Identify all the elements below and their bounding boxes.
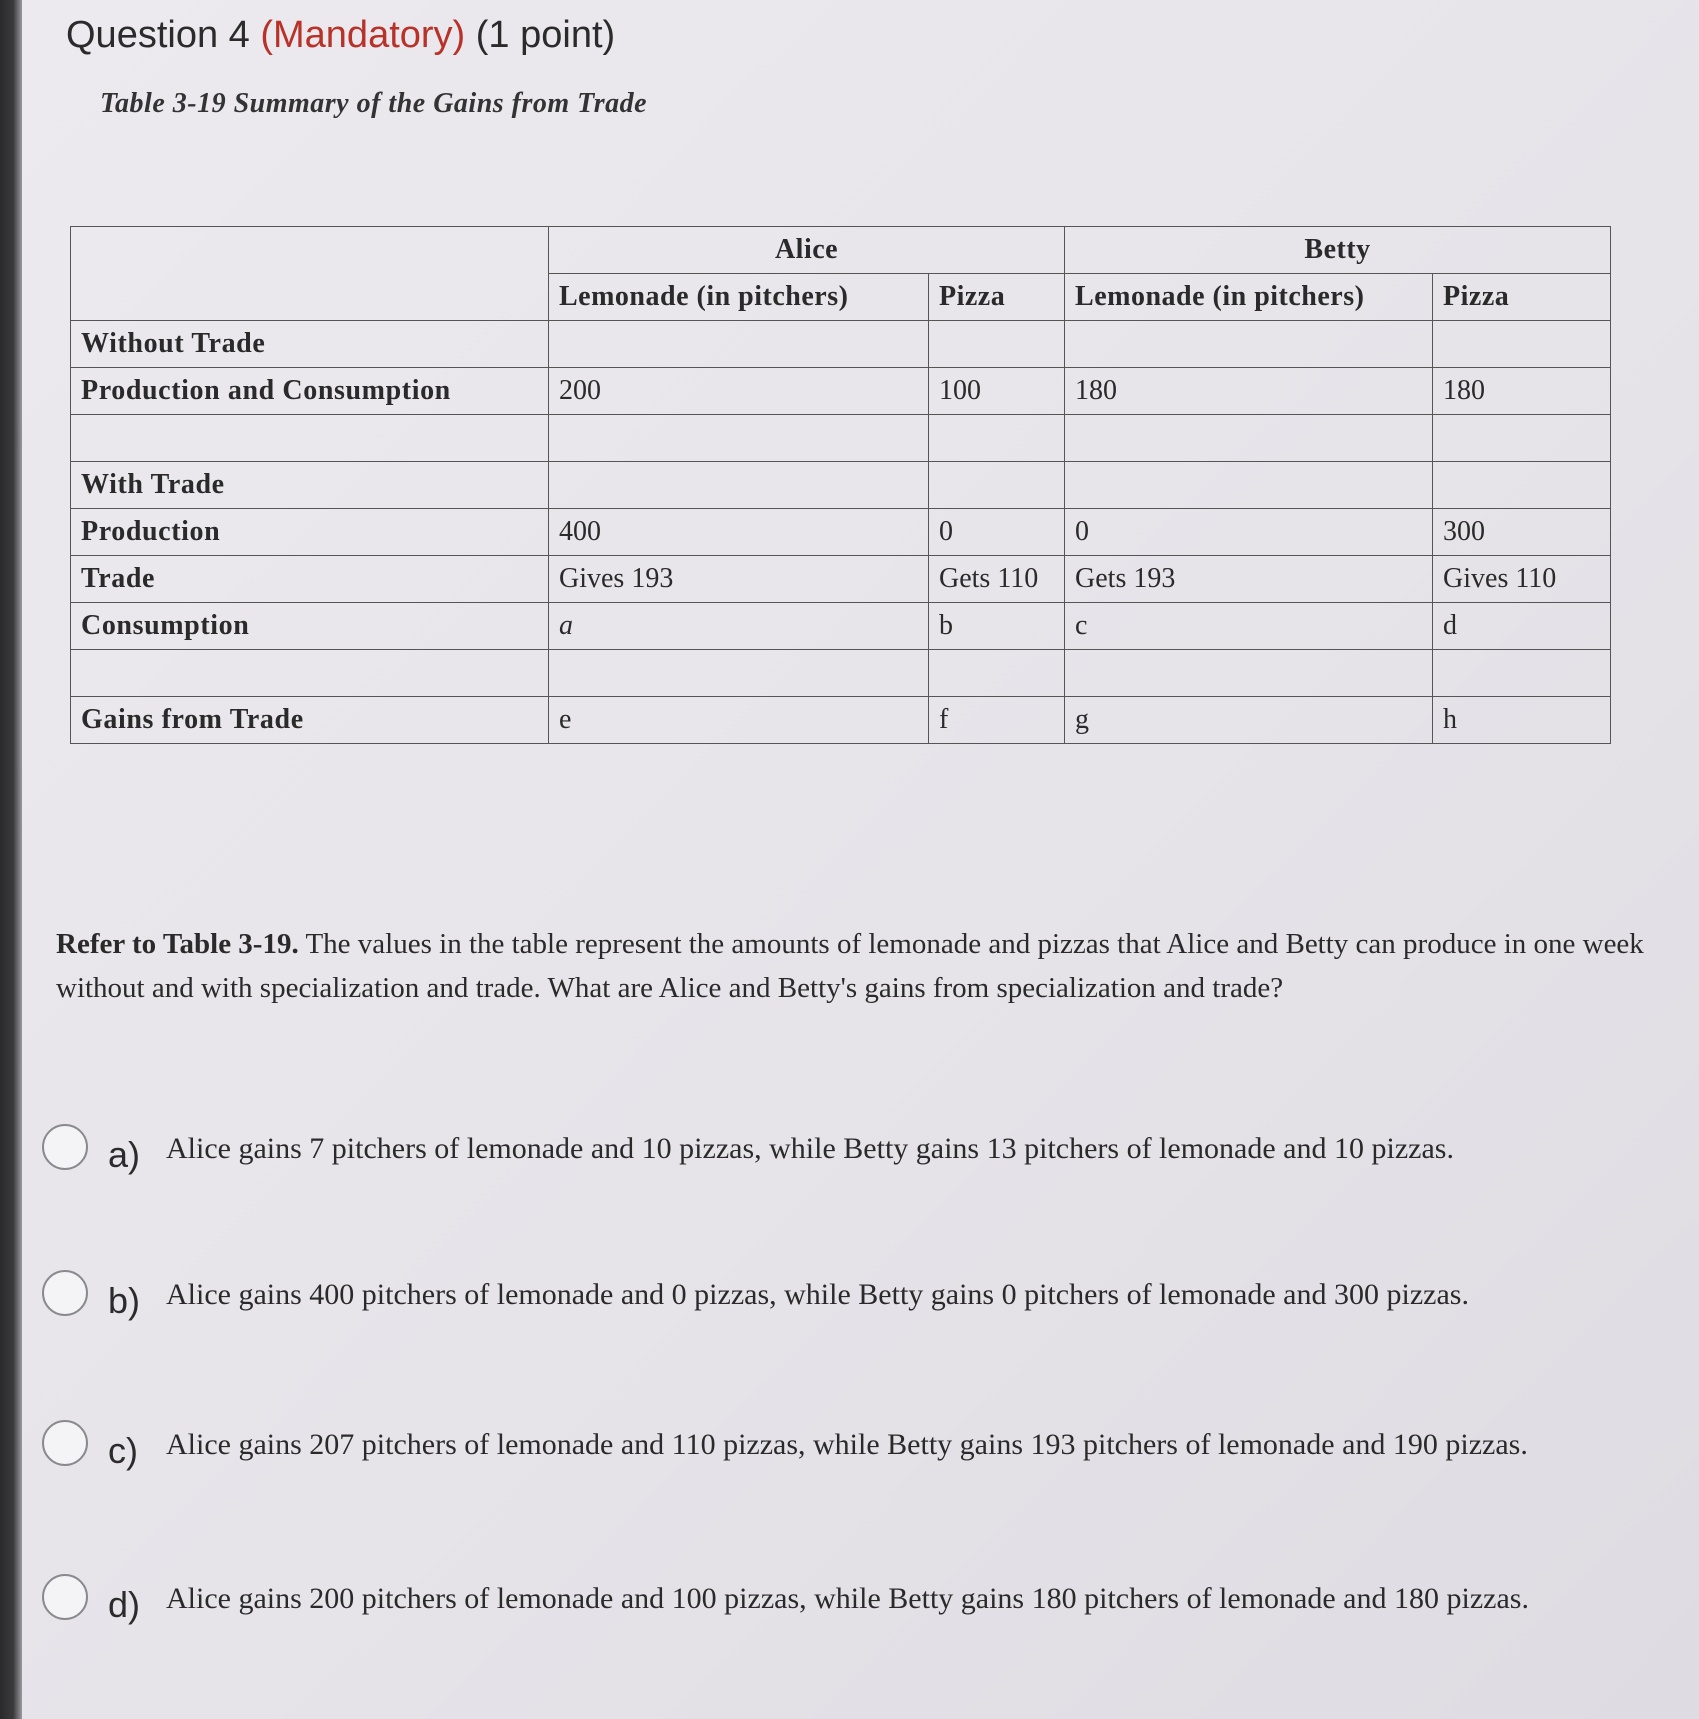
row-label: Trade (71, 556, 549, 603)
table-header-row (71, 227, 1611, 274)
option-letter: b) (108, 1280, 141, 1321)
table-cell: Gets 193 (1065, 556, 1433, 603)
table-row (71, 368, 1611, 415)
option-letter: c) (108, 1430, 138, 1471)
table-cell (929, 650, 1065, 697)
table-row (71, 603, 1611, 650)
row-label (71, 650, 549, 697)
table-cell (1433, 321, 1611, 368)
table-cell: Gives 110 (1433, 556, 1611, 603)
answer-option-c[interactable] (42, 1416, 1642, 1536)
corner-cell (71, 227, 549, 321)
col-header-betty-lemonade: Lemonade (in pitchers) (1065, 274, 1433, 321)
table-cell: 180 (1065, 368, 1433, 415)
prompt-reference: Refer to Table 3-19. (56, 928, 299, 960)
row-label: With Trade (71, 462, 549, 509)
option-text[interactable]: Alice gains 200 pitchers of lemonade and 100 pizzas, while Betty gains 180 pitchers of lemonade and 180 pizzas. (166, 1582, 1529, 1615)
answer-option-b[interactable] (42, 1266, 1642, 1386)
radio-button-d[interactable] (42, 1574, 88, 1620)
radio-button-a[interactable] (42, 1124, 88, 1170)
table-cell (549, 650, 929, 697)
table-cell (1065, 321, 1433, 368)
option-text[interactable]: Alice gains 400 pitchers of lemonade and 0 pizzas, while Betty gains 0 pitchers of lemonade and 300 pizzas. (166, 1278, 1469, 1311)
table-caption: Table 3-19 Summary of the Gains from Trade (100, 88, 648, 119)
table-cell: c (1065, 603, 1433, 650)
table-cell (549, 321, 929, 368)
mandatory-label: (Mandatory) (260, 14, 466, 56)
table-cell: 0 (929, 509, 1065, 556)
table-cell (1065, 462, 1433, 509)
row-label: Consumption (71, 603, 549, 650)
table-cell (549, 415, 929, 462)
table-cell: h (1433, 697, 1611, 744)
table-cell: e (549, 697, 929, 744)
row-label: Production and Consumption (71, 368, 549, 415)
table-cell (929, 462, 1065, 509)
option-letter: a) (108, 1134, 141, 1175)
points-label: (1 point) (475, 14, 616, 56)
table-cell: 400 (549, 509, 929, 556)
row-label: Without Trade (71, 321, 549, 368)
radio-button-c[interactable] (42, 1420, 88, 1466)
table-cell: 0 (1065, 509, 1433, 556)
table-row (71, 697, 1611, 744)
table-cell: d (1433, 603, 1611, 650)
table-cell (929, 415, 1065, 462)
table-cell: Gets 110 (929, 556, 1065, 603)
table-cell (549, 462, 929, 509)
row-label: Production (71, 509, 549, 556)
table-cell: f (929, 697, 1065, 744)
table-cell (1433, 462, 1611, 509)
table-cell (1433, 415, 1611, 462)
option-text[interactable]: Alice gains 207 pitchers of lemonade and 110 pizzas, while Betty gains 193 pitchers of lemonade and 190 pizzas. (166, 1428, 1528, 1461)
screen-bezel (0, 0, 22, 1719)
table-row (71, 462, 1611, 509)
col-header-alice-lemonade: Lemonade (in pitchers) (549, 274, 929, 321)
group-header-alice: Alice (549, 227, 1065, 274)
prompt-text: The values in the table represent the amounts of lemonade and pizzas that Alice and Betty can produce in one week without and with specialization and trade. What are Alice and Betty's gains from specialization and trade? (56, 928, 1644, 1004)
table-row (71, 509, 1611, 556)
question-header (66, 14, 615, 57)
question-prompt (56, 922, 1646, 1010)
table-row (71, 415, 1611, 462)
table-row (71, 321, 1611, 368)
col-header-betty-pizza: Pizza (1433, 274, 1611, 321)
table-cell (1433, 650, 1611, 697)
table-cell: a (549, 603, 929, 650)
gains-table (70, 226, 1611, 744)
table-cell: 300 (1433, 509, 1611, 556)
table-cell: b (929, 603, 1065, 650)
row-label: Gains from Trade (71, 697, 549, 744)
table-cell: g (1065, 697, 1433, 744)
table-row (71, 650, 1611, 697)
table-cell (1065, 650, 1433, 697)
table-cell: 100 (929, 368, 1065, 415)
table-cell: Gives 193 (549, 556, 929, 603)
group-header-betty: Betty (1065, 227, 1611, 274)
answer-option-d[interactable] (42, 1570, 1642, 1690)
table-cell (1065, 415, 1433, 462)
table-cell: 180 (1433, 368, 1611, 415)
table-cell: 200 (549, 368, 929, 415)
answer-option-a[interactable] (42, 1120, 1642, 1240)
table-row (71, 556, 1611, 603)
row-label (71, 415, 549, 462)
option-text[interactable]: Alice gains 7 pitchers of lemonade and 10 pizzas, while Betty gains 13 pitchers of lemonade and 10 pizzas. (166, 1132, 1454, 1165)
radio-button-b[interactable] (42, 1270, 88, 1316)
question-title: Question 4 (66, 14, 250, 56)
col-header-alice-pizza: Pizza (929, 274, 1065, 321)
option-letter: d) (108, 1584, 141, 1625)
table-cell (929, 321, 1065, 368)
